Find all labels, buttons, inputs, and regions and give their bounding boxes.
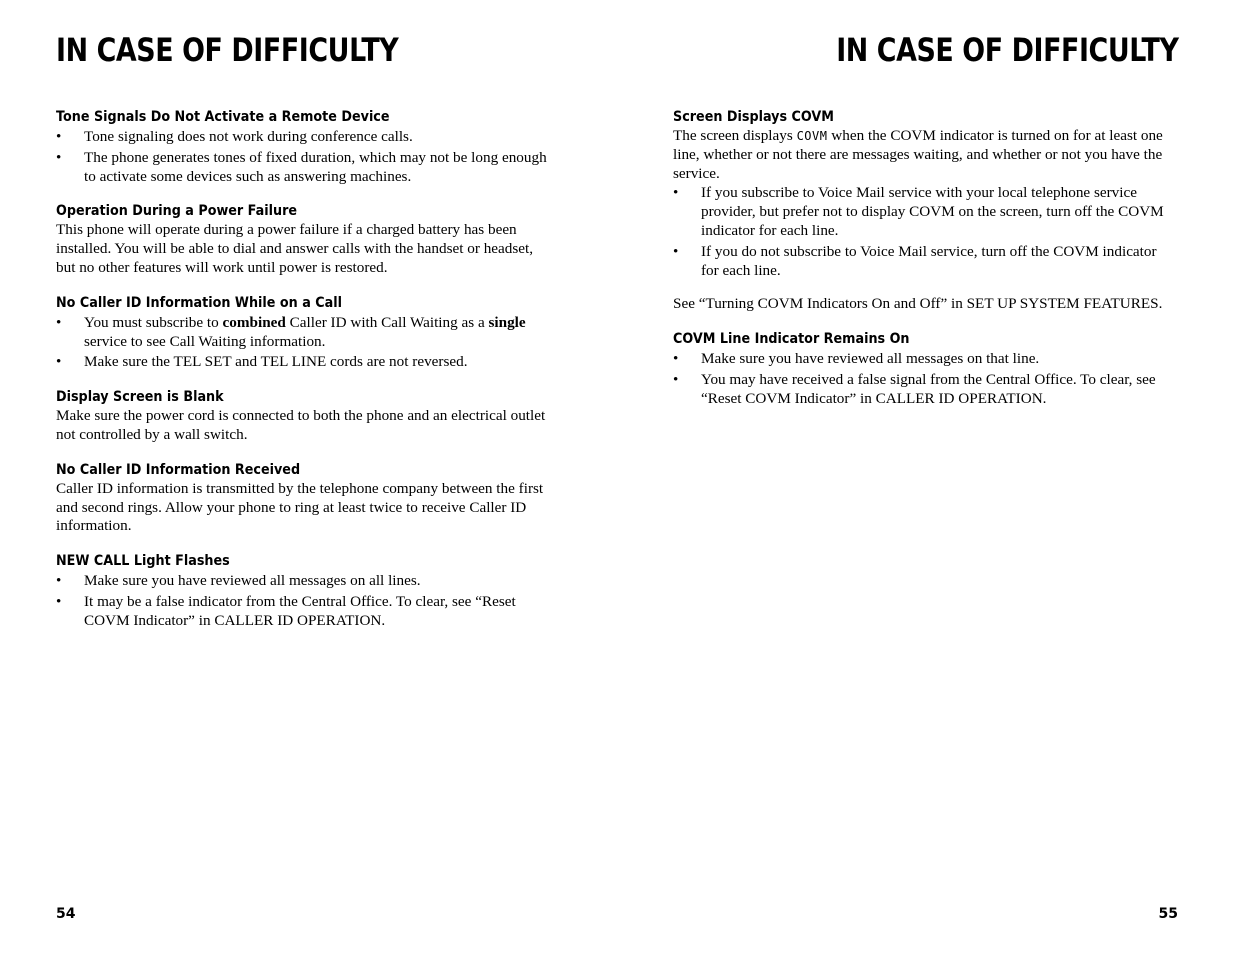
- page-title: IN CASE OF DIFFICULTY: [56, 31, 399, 69]
- section-screen-covm: [673, 107, 1178, 314]
- section-heading: No Caller ID Information Received: [56, 461, 301, 478]
- text-run: service to see Call Waiting information.: [84, 332, 326, 350]
- list-item: • If you do not subscribe to Voice Mail service, turn off the COVM indicator for each line.: [673, 243, 1178, 281]
- section-power-failure: [56, 201, 556, 277]
- page-number: 54: [56, 906, 76, 922]
- section-text: Make sure the power cord is connected to both the phone and an electrical outlet not controlled by a wall switch.: [56, 407, 546, 443]
- section-heading: Screen Displays COVM: [673, 109, 834, 125]
- list-item: • You may have received a false signal from the Central Office. To clear, see “Reset COVM Indicator” in CALLER ID OPERATION.: [673, 371, 1178, 409]
- section-heading: COVM Line Indicator Remains On: [673, 331, 910, 348]
- section-text: [673, 127, 1178, 183]
- section-heading: Tone Signals Do Not Activate a Remote Device: [56, 109, 390, 125]
- bold-text: combined: [222, 313, 286, 331]
- section-display-blank: [56, 387, 556, 445]
- page-title: IN CASE OF DIFFICULTY: [835, 31, 1178, 69]
- section-heading: Display Screen is Blank: [56, 389, 224, 406]
- bullet-list: [673, 350, 1178, 408]
- text-run: Caller ID with Call Waiting as a: [285, 313, 489, 331]
- right-page-content: [673, 107, 1178, 424]
- list-item: • Make sure you have reviewed all messages on that line.: [673, 350, 1178, 369]
- section-text: Caller ID information is transmitted by the telephone company between the first and second rings. Allow your phone to ring at least twice to receive Caller ID information.: [56, 479, 544, 535]
- section-tone-signals: [56, 107, 556, 186]
- section-no-caller-id-received: [56, 460, 556, 536]
- see-reference: See “Turning COVM Indicators On and Off” in SET UP SYSTEM FEATURES.: [673, 295, 1163, 313]
- list-item: • It may be a false indicator from the Central Office. To clear, see “Reset COVM Indicator” in CALLER ID OPERATION.: [56, 593, 556, 631]
- section-covm-line-indicator: [673, 329, 1178, 408]
- list-item: [56, 314, 556, 352]
- section-text: This phone will operate during a power failure if a charged battery has been installed. You will be able to dial and answer calls with the handset or headset, but no other features will work until power is restored.: [56, 221, 534, 276]
- bullet-list: [56, 572, 556, 630]
- list-item: • Tone signaling does not work during conference calls.: [56, 128, 556, 147]
- left-page: [56, 0, 556, 954]
- list-item: • If you subscribe to Voice Mail service with your local telephone service provider, but prefer not to display COVM on the screen, turn off the COVM indicator for each line.: [673, 184, 1178, 240]
- list-item: • Make sure you have reviewed all messages on all lines.: [56, 572, 556, 591]
- bullet-list: [673, 184, 1178, 280]
- left-page-content: [56, 107, 556, 646]
- section-new-call-light: [56, 551, 556, 630]
- section-no-caller-id-call: [56, 293, 556, 372]
- right-page: [673, 0, 1178, 954]
- section-heading: Operation During a Power Failure: [56, 203, 298, 220]
- bullet-list: [56, 314, 556, 372]
- section-heading: No Caller ID Information While on a Call: [56, 294, 342, 311]
- text-run: You must subscribe to: [84, 313, 223, 331]
- list-item: • The phone generates tones of fixed duration, which may not be long enough to activate some devices such as answering machines.: [56, 149, 556, 187]
- section-heading: NEW CALL Light Flashes: [56, 553, 230, 570]
- bold-text: single: [488, 313, 526, 331]
- list-item: • Make sure the TEL SET and TEL LINE cords are not reversed.: [56, 353, 556, 372]
- bullet-list: [56, 128, 556, 186]
- lcd-display-text: COVM: [796, 129, 828, 143]
- text-run: The screen displays: [673, 127, 797, 144]
- page-number: 55: [1158, 906, 1178, 922]
- text-run: when the COVM indicator is turned on for at least one line, whether or not there are messages waiting, and whether or not you have the service.: [673, 127, 1163, 182]
